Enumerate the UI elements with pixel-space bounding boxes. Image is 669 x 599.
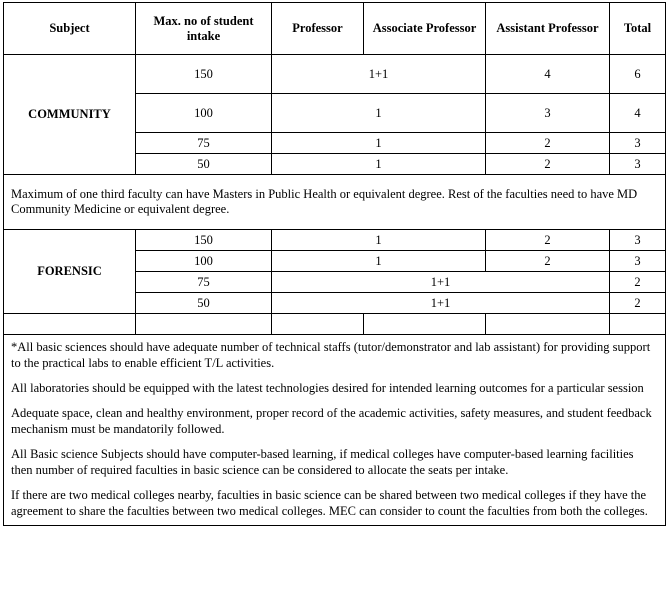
header-intake: Max. no of student intake [136,3,272,55]
intake-cell: 75 [136,133,272,154]
empty-cell [364,314,486,335]
faculty-merged-cell: 1+1 [272,272,610,293]
intake-cell: 50 [136,293,272,314]
intake-cell: 100 [136,251,272,272]
community-note: Maximum of one third faculty can have Masters in Public Health or equivalent degree. Rest of the faculties need to have MD Community Medicine or equivalent degree. [4,175,666,230]
header-row [4,3,666,55]
total-cell: 2 [610,293,666,314]
assistant-cell: 2 [486,230,610,251]
table-row [4,55,666,94]
total-cell: 3 [610,133,666,154]
header-associate-professor: Associate Professor [364,3,486,55]
empty-cell [486,314,610,335]
subject-community: COMMUNITY [4,55,136,175]
empty-cell [136,314,272,335]
empty-cell [610,314,666,335]
note-space-environment: Adequate space, clean and healthy environment, proper record of the academic activities, safety measures, and student feedback mechanism must be mandatorily followed. [11,406,652,436]
prof-assoc-cell: 1 [272,230,486,251]
note-technical-staff: *All basic sciences should have adequate number of technical staffs (tutor/demonstrator and lab assistant) for providing support to the practical labs to enable efficient T/L activities. [11,340,651,370]
notes-cell [4,335,666,526]
intake-cell: 50 [136,154,272,175]
faculty-merged-cell: 1+1 [272,293,610,314]
intake-cell: 150 [136,55,272,94]
assistant-cell: 2 [486,154,610,175]
note-laboratories: All laboratories should be equipped with the latest technologies desired for intended learning outcomes for a particular session [11,381,644,395]
intake-cell: 75 [136,272,272,293]
community-note-row [4,175,666,230]
subject-forensic: FORENSIC [4,230,136,314]
header-professor: Professor [272,3,364,55]
total-cell: 6 [610,55,666,94]
total-cell: 3 [610,230,666,251]
prof-assoc-cell: 1 [272,251,486,272]
empty-cell [4,314,136,335]
table-row [4,230,666,251]
empty-cell [272,314,364,335]
header-total: Total [610,3,666,55]
assistant-cell: 2 [486,133,610,154]
faculty-requirements-table [3,2,666,526]
total-cell: 2 [610,272,666,293]
total-cell: 3 [610,154,666,175]
total-cell: 3 [610,251,666,272]
prof-assoc-cell: 1 [272,133,486,154]
note-computer-learning: All Basic science Subjects should have computer-based learning, if medical colleges have computer-based learning facilities then number of required faculties in basic science can be considered to allocate the seats per intake. [11,447,634,477]
intake-cell: 150 [136,230,272,251]
note-shared-faculty: If there are two medical colleges nearby, faculties in basic science can be shared between two medical colleges if they have the agreement to share the faculties between two medical colleges. MEC can consider to count the faculties from both the colleges. [11,488,648,518]
notes-row [4,335,666,526]
assistant-cell: 2 [486,251,610,272]
header-subject: Subject [4,3,136,55]
header-assistant-professor: Assistant Professor [486,3,610,55]
prof-assoc-cell: 1 [272,94,486,133]
total-cell: 4 [610,94,666,133]
assistant-cell: 3 [486,94,610,133]
prof-assoc-cell: 1 [272,154,486,175]
empty-row [4,314,666,335]
intake-cell: 100 [136,94,272,133]
prof-assoc-cell: 1+1 [272,55,486,94]
assistant-cell: 4 [486,55,610,94]
